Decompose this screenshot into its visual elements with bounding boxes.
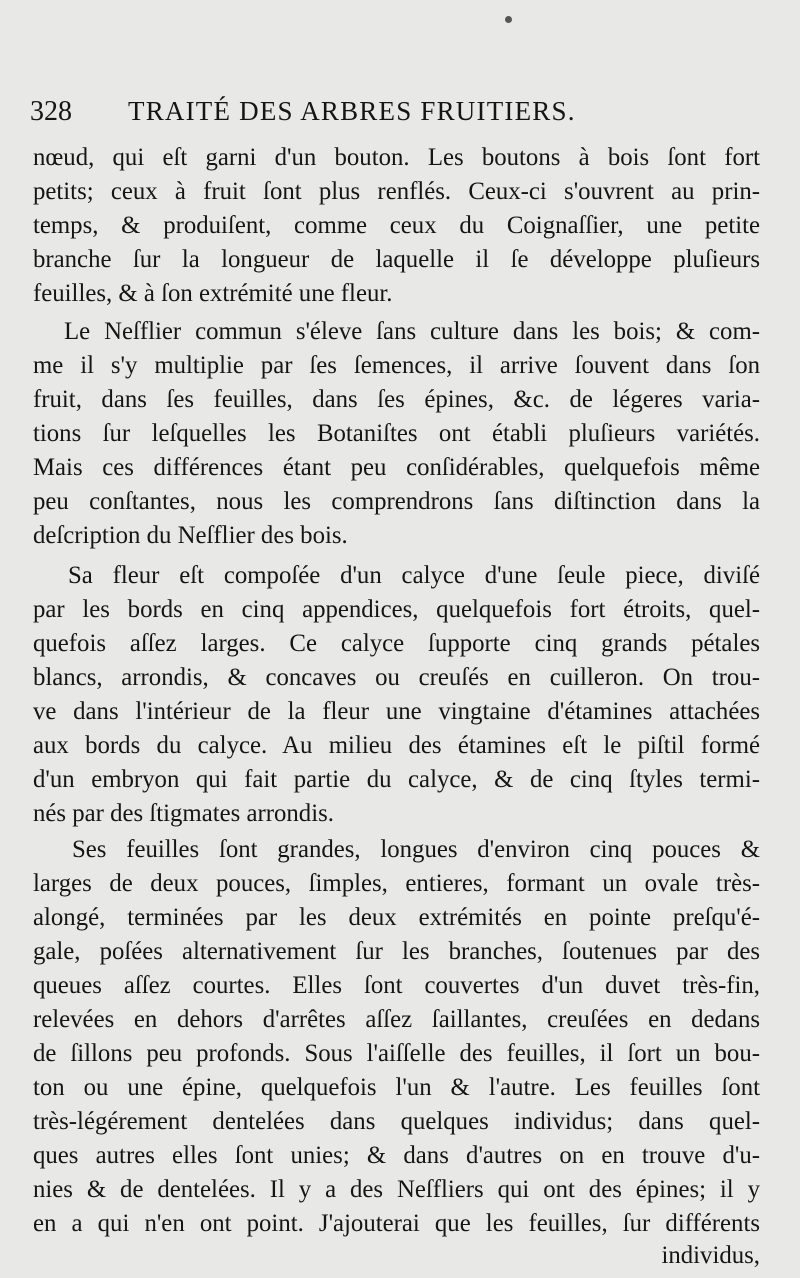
text-line: larges de deux pouces, ſimples, entieres, formant un ovale très- [33,870,760,897]
text-line: ton ou une épine, quelquefois l'un & l'autre. Les feuilles ſont [33,1074,760,1101]
paragraph-first-line: Sa fleur eſt compoſée d'un calyce d'une ſeule piece, diviſé [68,562,760,589]
text-line: relevées en dehors d'arrêtes aſſez ſaillantes, creuſées en dedans [33,1006,760,1033]
text-line: queues aſſez courtes. Elles ſont couvertes d'un duvet très-fin, [33,972,760,999]
text-line: alongé, terminées par les deux extrémités en pointe preſqu'é- [33,904,760,931]
text-line: par les bords en cinq appendices, quelquefois fort étroits, quel- [33,596,760,623]
text-line: en a qui n'en ont point. J'ajouterai que les feuilles, ſur différents [33,1210,760,1237]
catchword: individus, [661,1242,760,1269]
text-line: me il s'y multiplie par ſes ſemences, il arrive ſouvent dans ſon [33,352,760,379]
page-number: 328 [30,96,72,127]
text-line: quefois aſſez larges. Ce calyce ſupporte cinq grands pétales [33,630,760,657]
text-line: fruit, dans ſes feuilles, dans ſes épines, &c. de légeres varia- [33,386,760,413]
text-line: très-légérement dentelées dans quelques individus; dans quel- [33,1108,760,1135]
text-line: temps, & produiſent, comme ceux du Coignaſſier, une petite [33,212,760,239]
text-line: de ſillons peu profonds. Sous l'aiſſelle des feuilles, il ſort un bou- [33,1040,760,1067]
paragraph-first-line: Le Neſflier commun s'éleve ſans culture dans les bois; & com- [64,318,760,345]
text-line: d'un embryon qui fait partie du calyce, & de cinq ſtyles termi- [33,766,760,793]
text-line: ques autres elles ſont unies; & dans d'autres on en trouve d'u- [33,1142,760,1169]
text-line: feuilles, & à ſon extrémité une fleur. [33,280,393,307]
text-line: peu conſtantes, nous les comprendrons ſans diſtinction dans la [33,488,760,515]
text-line: gale, poſées alternativement ſur les branches, ſoutenues par des [33,938,760,965]
text-line: Mais ces différences étant peu conſidérables, quelquefois même [33,454,760,481]
text-line: nies & de dentelées. Il y a des Neſfliers qui ont des épines; il y [33,1176,760,1203]
paragraph-first-line: Ses feuilles ſont grandes, longues d'environ cinq pouces & [72,836,760,863]
text-line: deſcription du Neſflier des bois. [33,522,348,549]
running-title: TRAITÉ DES ARBRES FRUITIERS. [128,96,576,126]
text-line: aux bords du calyce. Au milieu des étamines eſt le piſtil formé [33,732,760,759]
text-line: tions ſur leſquelles les Botaniſtes ont établi pluſieurs variétés. [33,420,760,447]
text-line: petits; ceux à fruit ſont plus renflés. Ceux-ci s'ouvrent au prin- [33,178,760,205]
text-line: branche ſur la longueur de laquelle il ſe développe pluſieurs [33,246,760,273]
text-line: nés par des ſtigmates arrondis. [33,800,334,827]
text-line: nœud, qui eſt garni d'un bouton. Les boutons à bois ſont fort [33,144,760,171]
text-line: ve dans l'intérieur de la fleur une vingtaine d'étamines attachées [33,698,760,725]
text-line: blancs, arrondis, & concaves ou creuſés en cuilleron. On trou- [33,664,760,691]
